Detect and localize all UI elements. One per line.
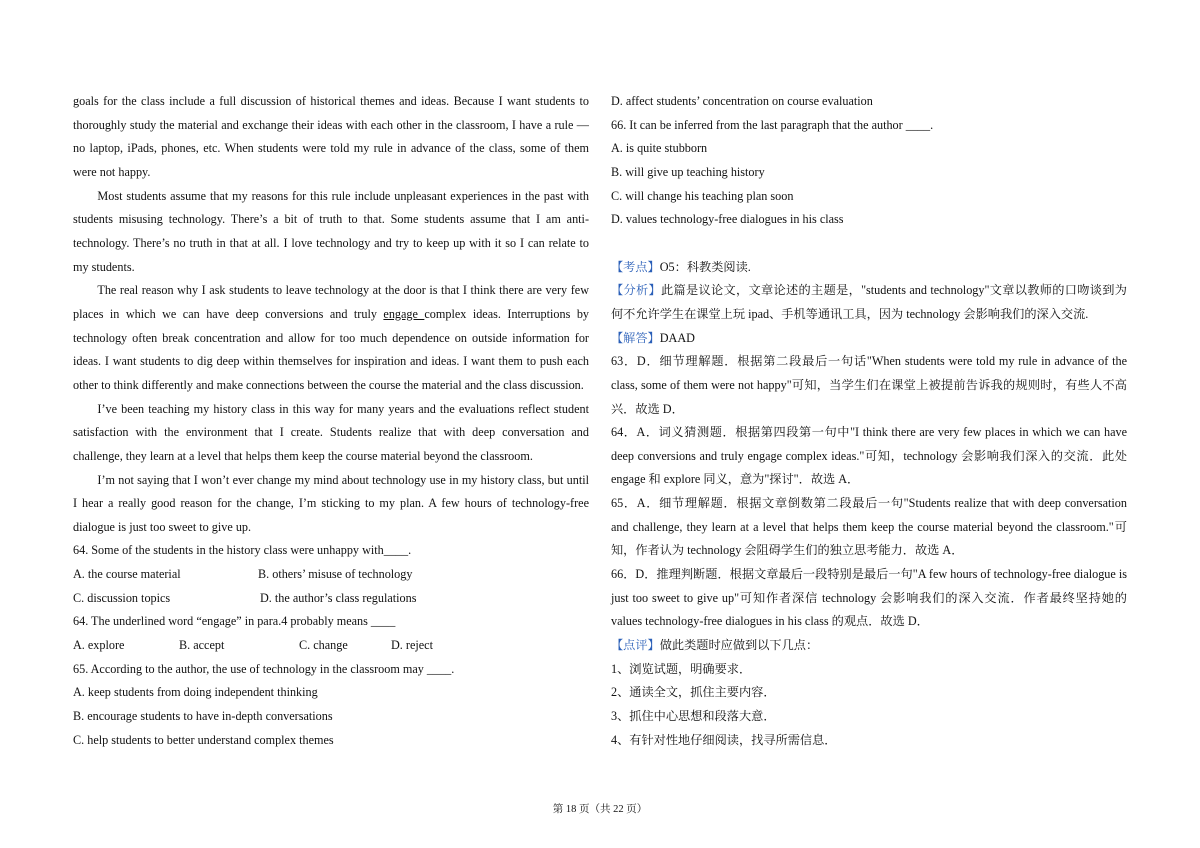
option-64a-b: B. others’ misuse of technology [258,567,413,582]
left-column [73,90,589,752]
question-64a: 64. Some of the students in the history class were unhappy with____. [73,543,412,558]
option-65-c: C. help students to better understand complex themes [73,732,334,747]
jieda-answer: DAAD [659,330,695,345]
option-64b-d: D. reject [391,638,433,653]
tip-2: 2、通读全文，抓住主要内容． [611,685,776,700]
option-65-b: B. encourage students to have in-depth conversations [73,709,333,724]
blank-line [611,232,1127,256]
right-column [611,90,1127,752]
explanation-66: 66．D．推理判断题．根据文章最后一段特别是最后一句"A few hours of technology-free dialogue is just too sweet to give up"可知作者深信 technology 会影响我们的深入交流．作者最终坚持她的 values technology-free dialogues in his class 的观点．故选 D． [611,567,1127,629]
passage-paragraph-3 [73,279,589,397]
kaodian-section [611,256,1127,280]
passage-paragraph-1: goals for the class include a full discussion of historical themes and ideas. Because I want students to thoroughly study the material and exchange their ideas with each other in the classroom, I have a rule — no laptop, iPads, phones, etc. When students were told my rule in advance of the class, some of them were not happy. [73,94,589,179]
passage-paragraph-5: I’m not saying that I won’t ever change my mind about technology use in my history class, but until I hear a really good reason for the change, I’m sticking to my plan. A few hours of technology-free dialogue is just too sweet to give up. [73,472,589,534]
question-66: 66. It can be inferred from the last paragraph that the author ____. [611,117,934,132]
option-66-b: B. will give up teaching history [611,164,765,179]
paragraph-3-text-b: complex ideas. Interruptions by technology often break concentration and allow for too much dependence on outside information for ideas. I want students to dig deep within themselves for inspiration and ideas. I want them to push each other to think differently and make connections between the course the material and the class discussion. [73,306,590,392]
option-64a-a: A. the course material [73,567,181,582]
option-66-c: C. will change his teaching plan soon [611,188,794,203]
option-66-d: D. values technology-free dialogues in his class [611,212,844,227]
paragraph-3-text-a: The real reason why I ask students to leave technology at the door is that I think there are very few places in which we can have deep conversions and truly [73,283,589,321]
fenxi-text: 此篇是议论文，文章论述的主题是，"students and technology"文章以教师的口吻谈到为何不允许学生在课堂上玩 ipad、手机等通讯工具，因为 technology 会影响我们的深入交流. [611,283,1127,321]
jieda-tag: 【解答】 [611,330,660,345]
jieda-section [611,327,1127,351]
fenxi-tag: 【分析】 [611,283,662,298]
tip-1: 1、浏览试题，明确要求． [611,661,752,676]
option-64b-b: B. accept [179,638,225,653]
passage-paragraph-4: I’ve been teaching my history class in this way for many years and the evaluations reflect student satisfaction with the environment that I create. Students realize that with deep conversation and challenge, they learn at a level that helps them keep the course material beyond the classroom. [73,401,589,463]
question-64a-options-row-2 [73,587,589,611]
dianping-section [611,634,1127,658]
question-64b-options [73,634,589,658]
question-64b: 64. The underlined word “engage” in para.4 probably means ____ [73,614,396,629]
option-65-a: A. keep students from doing independent thinking [73,685,318,700]
option-65-d: D. affect students’ concentration on course evaluation [611,94,873,108]
dianping-tag: 【点评】 [611,638,660,653]
explanation-64: 64．A．词义猜测题．根据第四段第一句中"I think there are very few places in which we can have deep conversions and truly engage complex ideas."可知，technology 会影响我们深入的交流．此处 engage 和 explore 同义，意为"探讨"．故选 A． [611,425,1127,487]
explanation-65: 65．A．细节理解题．根据文章倒数第二段最后一句"Students realize that with deep conversation and challenge, they learn at a level that helps them keep the course material beyond the classroom."可知，作者认为 technology 会阻碍学生们的独立思考能力．故选 A． [611,496,1127,558]
tip-4: 4、有针对性地仔细阅读，找寻所需信息． [611,732,837,747]
explanation-63: 63．D．细节理解题．根据第二段最后一句话"When students were told my rule in advance of the class, some of them were not happy"可知，当学生们在课堂上被提前告诉我的规则时，有些人不高兴．故选 D． [611,354,1127,416]
kaodian-text: O5：科教类阅读. [659,259,751,274]
question-65: 65. According to the author, the use of technology in the classroom may ____. [73,661,455,676]
tip-3: 3、抓住中心思想和段落大意． [611,709,776,724]
dianping-text: 做此类题时应做到以下几点： [659,638,819,653]
fenxi-section [611,279,1127,326]
option-66-a: A. is quite stubborn [611,141,708,156]
option-64a-c: C. discussion topics [73,590,171,605]
option-64a-d: D. the author’s class regulations [260,590,417,605]
question-64a-options-row-1 [73,563,589,587]
kaodian-tag: 【考点】 [611,259,660,274]
page-footer: 第 18 页（共 22 页） [552,804,648,815]
option-64b-a: A. explore [73,638,125,653]
option-64b-c: C. change [299,638,348,653]
underlined-word-engage: engage [383,306,425,321]
passage-paragraph-2: Most students assume that my reasons for this rule include unpleasant experiences in the past with students misusing technology. There’s a bit of truth to that. Some students assume that I am anti-technology. There’s no truth in that at all. I love technology and try to keep up with it so I can relate to my students. [73,188,589,274]
